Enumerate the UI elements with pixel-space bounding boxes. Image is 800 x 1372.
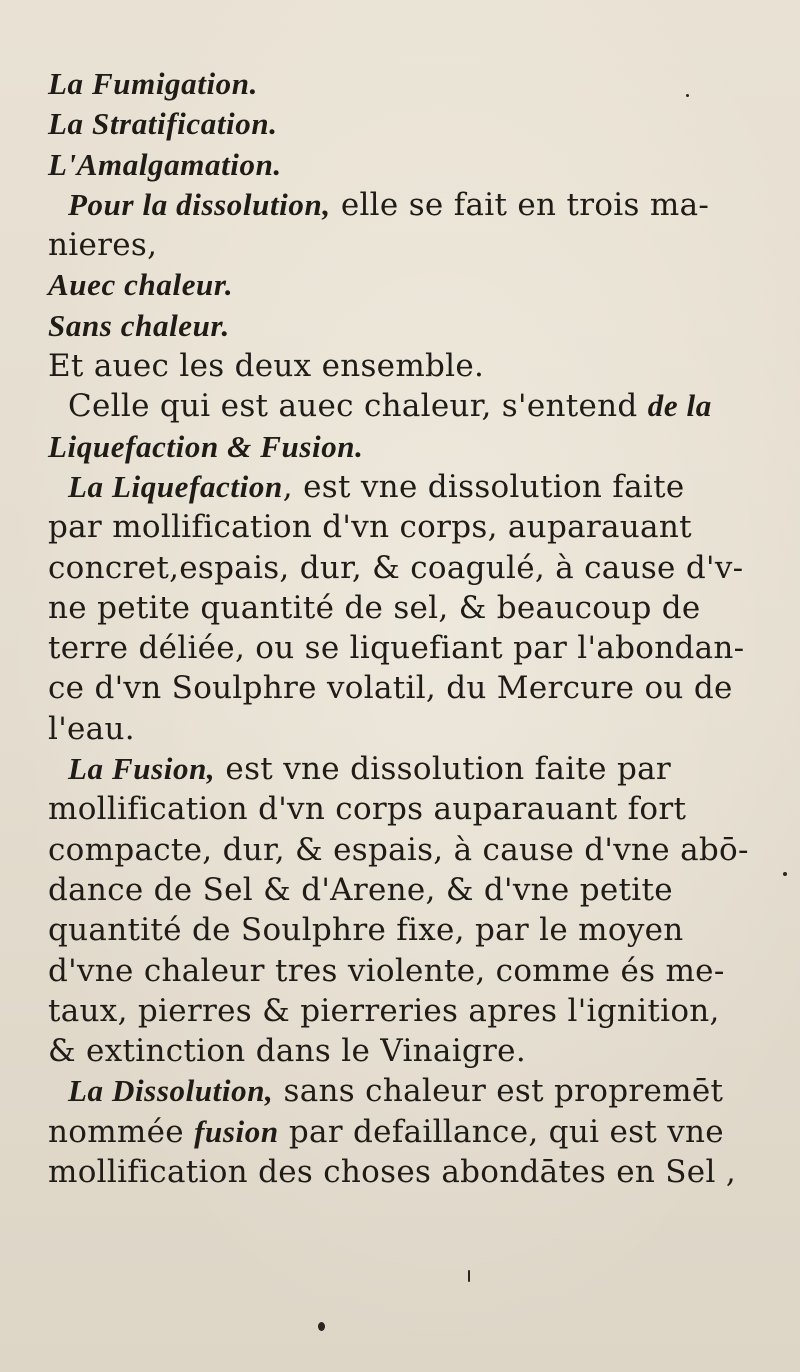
italic-text: La Fusion, (68, 751, 216, 787)
text-line (48, 1112, 763, 1152)
roman-text: est vne dissolution faite par (215, 751, 672, 788)
text-line (48, 870, 763, 910)
text-line (48, 427, 763, 467)
roman-text: concret,espais, dur, & coagulé, à cause d'v- (48, 549, 744, 586)
roman-text: par mollification d'vn corps, auparauant (48, 509, 692, 546)
roman-text: , est vne dissolution faite (282, 468, 685, 505)
text-line (48, 588, 763, 628)
roman-text: nommée (48, 1113, 195, 1150)
ink-speck (686, 94, 689, 97)
italic-text: Sans chaleur. (48, 307, 230, 343)
text-line (48, 1152, 763, 1192)
roman-text: ce d'vn Soulphre volatil, du Mercure ou de (48, 670, 733, 707)
roman-text: & extinction dans le Vinaigre. (48, 1033, 526, 1070)
italic-text: La Liquefaction (68, 468, 283, 504)
text-line (48, 225, 763, 265)
italic-text: La Fumigation. (48, 66, 258, 101)
text-line (48, 668, 763, 708)
text-line (48, 507, 763, 547)
ink-speck (783, 872, 787, 876)
roman-text: quantité de Soulphre fixe, par le moyen (48, 912, 684, 949)
roman-text: Et auec les deux ensemble. (48, 348, 485, 385)
roman-text: ne petite quantité de sel, & beaucoup de (48, 589, 701, 626)
text-line (48, 709, 763, 749)
roman-text: dance de Sel & d'Arene, & d'vne petite (48, 871, 673, 908)
text-line (48, 467, 763, 507)
roman-text: compacte, dur, & espais, à cause d'vne abō- (48, 831, 749, 868)
ink-speck (468, 1270, 470, 1282)
roman-text: par defaillance, qui est vne (278, 1113, 724, 1150)
text-line (48, 910, 763, 950)
text-line (48, 145, 763, 185)
text-line (48, 830, 763, 870)
text-line (48, 991, 763, 1031)
text-line (48, 386, 763, 426)
ink-speck (318, 1322, 325, 1331)
roman-text: mollification d'vn corps auparauant fort (48, 791, 687, 828)
text-line (48, 1031, 763, 1071)
text-line (48, 265, 763, 305)
text-line (48, 749, 763, 789)
text-line (48, 64, 763, 104)
roman-text: taux, pierres & pierreries apres l'ignition, (48, 992, 720, 1029)
italic-text: L'Amalgamation. (48, 146, 282, 182)
text-line (48, 185, 763, 225)
italic-text: fusion (194, 1113, 279, 1149)
roman-text: Celle qui est auec chaleur, s'entend (68, 388, 648, 425)
roman-text: elle se fait en trois ma- (330, 186, 710, 223)
italic-text: Auec chaleur. (48, 267, 234, 303)
text-line (48, 789, 763, 829)
roman-text: terre déliée, ou se liquefiant par l'abondan- (48, 630, 745, 667)
text-line (48, 1071, 763, 1111)
text-line (48, 951, 763, 991)
text-line (48, 306, 763, 346)
roman-text: mollification des choses abondātes en Sel , (48, 1154, 736, 1191)
roman-text: sans chaleur est propremēt (273, 1073, 724, 1110)
italic-text: de la (647, 388, 712, 424)
text-line (48, 346, 763, 386)
italic-text: La Stratification. (48, 106, 278, 142)
text-line (48, 104, 763, 144)
text-line (48, 628, 763, 668)
page-text (48, 64, 763, 1192)
roman-text: d'vne chaleur tres violente, comme és me- (48, 952, 725, 989)
text-line (48, 548, 763, 588)
italic-text: Pour la dissolution, (68, 186, 331, 222)
italic-text: Liquefaction & Fusion. (48, 428, 364, 464)
roman-text: nieres, (48, 227, 158, 264)
italic-text: La Dissolution, (68, 1073, 274, 1109)
roman-text: l'eau. (48, 710, 135, 747)
